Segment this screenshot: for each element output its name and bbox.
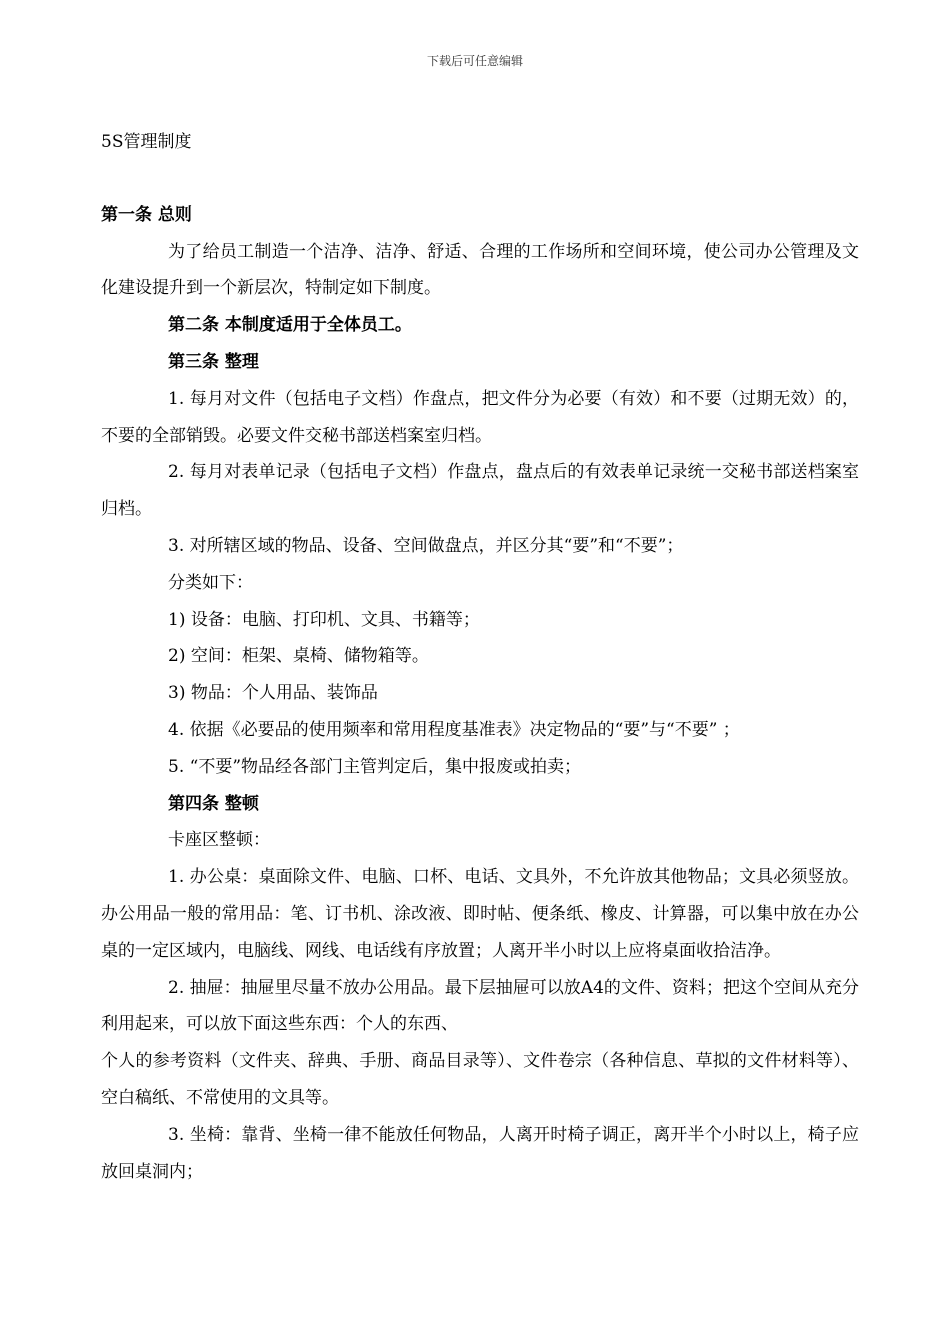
paragraph: 3) 物品：个人用品、装饰品 [168, 683, 378, 704]
paragraph-list [101, 197, 859, 1191]
section-heading: 第三条 整理 [168, 351, 259, 372]
document-body [101, 124, 859, 1190]
page-header: 下载后可任意编辑 [426, 54, 523, 68]
paragraph: 个人的参考资料（文件夹、辞典、手册、商品目录等）、文件卷宗（各种信息、草拟的文件材料等）、空白稿纸、不常使用的文具等。 [101, 1051, 859, 1108]
paragraph: 为了给员工制造一个洁净、洁净、舒适、合理的工作场所和空间环境，使公司办公管理及文化建设提升到一个新层次，特制定如下制度。 [101, 241, 859, 299]
paragraph: 5. “不要”物品经各部门主管判定后，集中报废或拍卖； [168, 756, 582, 777]
paragraph: 2. 抽屉：抽屉里尽量不放办公用品。最下层抽屉可以放A4的文件、资料；把这个空间从充分利用起来，可以放下面这些东西：个人的东西、 [101, 977, 859, 1035]
paragraph: 1. 办公桌：桌面除文件、电脑、口杯、电话、文具外，不允许放其他物品；文具必须竖放。办公用品一般的常用品：笔、订书机、涂改液、即时帖、便条纸、橡皮、计算器，可以集中放在办公桌的一定区域内，电脑线、网线、电话线有序放置；人离开半小时以上应将桌面收拾洁净。 [101, 867, 859, 961]
paragraph: 3. 对所辖区域的物品、设备、空间做盘点，并区分其“要”和“不要”； [168, 535, 684, 556]
paragraph: 2) 空间：柜架、桌椅、储物箱等。 [168, 646, 429, 667]
section-heading: 第二条 本制度适用于全体员工。 [168, 315, 412, 336]
paragraph: 4. 依据《必要品的使用频率和常用程度基准表》决定物品的“要”与“不要” ； [168, 719, 740, 740]
section-heading: 第四条 整顿 [168, 793, 259, 814]
paragraph: 2. 每月对表单记录（包括电子文档）作盘点，盘点后的有效表单记录统一交秘书部送档案室归档。 [101, 462, 859, 520]
section-heading: 第一条 总则 [101, 204, 192, 225]
paragraph: 1. 每月对文件（包括电子文档）作盘点，把文件分为必要（有效）和不要（过期无效）的，不要的全部销毁。必要文件交秘书部送档案室归档。 [101, 388, 859, 446]
paragraph: 卡座区整顿： [168, 830, 270, 851]
paragraph: 1) 设备：电脑、打印机、文具、书籍等； [168, 609, 480, 630]
document-title: 5S管理制度 [101, 132, 192, 152]
paragraph: 分类如下： [168, 572, 253, 593]
paragraph: 3. 坐椅：靠背、坐椅一律不能放任何物品，人离开时椅子调正，离开半个小时以上，椅子应放回桌洞内； [101, 1124, 859, 1182]
